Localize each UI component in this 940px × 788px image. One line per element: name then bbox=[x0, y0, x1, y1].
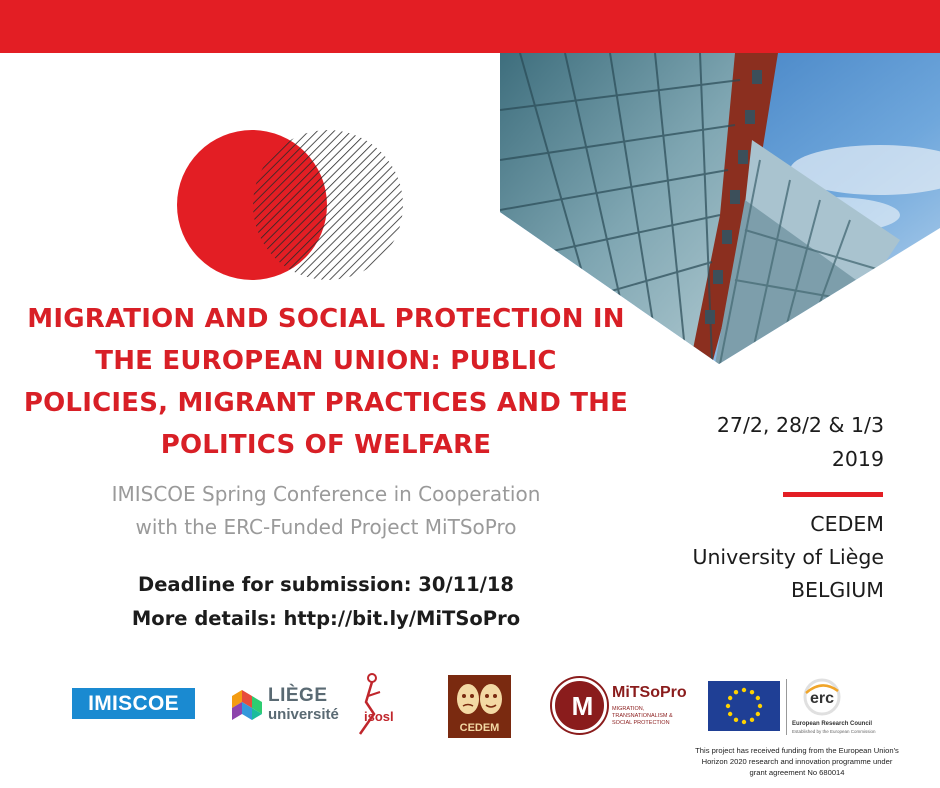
title-line: MIGRATION AND SOCIAL PROTECTION IN bbox=[27, 304, 625, 334]
erc-mark-icon bbox=[794, 677, 854, 717]
mitsopro-emblem-icon: M bbox=[552, 678, 607, 733]
venn-circles-graphic bbox=[170, 125, 410, 285]
eu-star-icon bbox=[728, 712, 732, 716]
erc-name: European Research Council bbox=[792, 721, 873, 727]
event-venue bbox=[692, 508, 884, 607]
dates-line: 27/2, 28/2 & 1/3 bbox=[716, 413, 884, 437]
title-line: POLICIES, MIGRANT PRACTICES AND THE bbox=[23, 388, 629, 418]
deadline-text: Deadline for submission: 30/11/18 bbox=[138, 573, 514, 596]
funding-line: Horizon 2020 research and innovation programme under bbox=[701, 757, 893, 766]
erc-text: erc bbox=[810, 690, 835, 707]
imiscoe-logo: IMISCOE bbox=[72, 688, 195, 719]
eu-star-icon bbox=[734, 718, 738, 722]
isosl-text: isosl bbox=[364, 709, 394, 724]
eu-star-icon bbox=[758, 704, 762, 708]
logo-divider bbox=[786, 679, 787, 735]
eu-star-icon bbox=[734, 690, 738, 694]
more-details-link[interactable]: More details: http://bit.ly/MiTSoPro bbox=[131, 607, 521, 630]
liege-cube-icon bbox=[232, 688, 264, 724]
eu-star-icon bbox=[728, 696, 732, 700]
eu-star-icon bbox=[756, 712, 760, 716]
submission-details bbox=[20, 568, 632, 636]
cedem-logo bbox=[448, 675, 511, 738]
funding-line: This project has received funding from the European Union's bbox=[695, 746, 899, 755]
subtitle-line: with the ERC-Funded Project MiTSoPro bbox=[135, 515, 517, 539]
liege-subname: université bbox=[268, 706, 339, 723]
mitsopro-logo bbox=[552, 678, 687, 733]
eu-star-icon bbox=[726, 704, 730, 708]
funding-statement bbox=[686, 745, 908, 778]
title-line: THE EUROPEAN UNION: PUBLIC bbox=[95, 346, 557, 376]
venue-line: University of Liège bbox=[692, 545, 884, 569]
red-divider bbox=[783, 492, 883, 497]
mitsopro-name: MiTSoPro bbox=[612, 684, 687, 701]
subtitle-line: IMISCOE Spring Conference in Cooperation bbox=[111, 482, 541, 506]
conference-subtitle bbox=[20, 478, 632, 544]
eu-flag-icon bbox=[708, 681, 780, 731]
liege-name: LIÈGE bbox=[268, 685, 328, 706]
eu-star-icon bbox=[742, 688, 746, 692]
funding-line: grant agreement No 680014 bbox=[749, 768, 845, 777]
venue-line: CEDEM bbox=[810, 512, 884, 536]
erc-subtitle: Established by the European Commission bbox=[792, 729, 876, 734]
isosl-figure-icon bbox=[352, 672, 422, 738]
eu-star-icon bbox=[750, 690, 754, 694]
eu-star-icon bbox=[742, 720, 746, 724]
event-dates bbox=[717, 408, 884, 476]
eu-star-icon bbox=[750, 718, 754, 722]
eu-erc-logo bbox=[708, 677, 876, 737]
year-line: 2019 bbox=[831, 447, 884, 471]
venue-line: BELGIUM bbox=[790, 578, 884, 602]
isosl-logo bbox=[352, 672, 422, 738]
conference-title bbox=[20, 298, 632, 466]
cedem-text: CEDEM bbox=[459, 722, 500, 734]
title-line: POLITICS OF WELFARE bbox=[160, 430, 492, 460]
liege-university-logo bbox=[232, 684, 339, 726]
mitsopro-tagline: MIGRATION, TRANSNATIONALISM & SOCIAL PROTECTION bbox=[612, 706, 673, 726]
eu-star-icon bbox=[756, 696, 760, 700]
